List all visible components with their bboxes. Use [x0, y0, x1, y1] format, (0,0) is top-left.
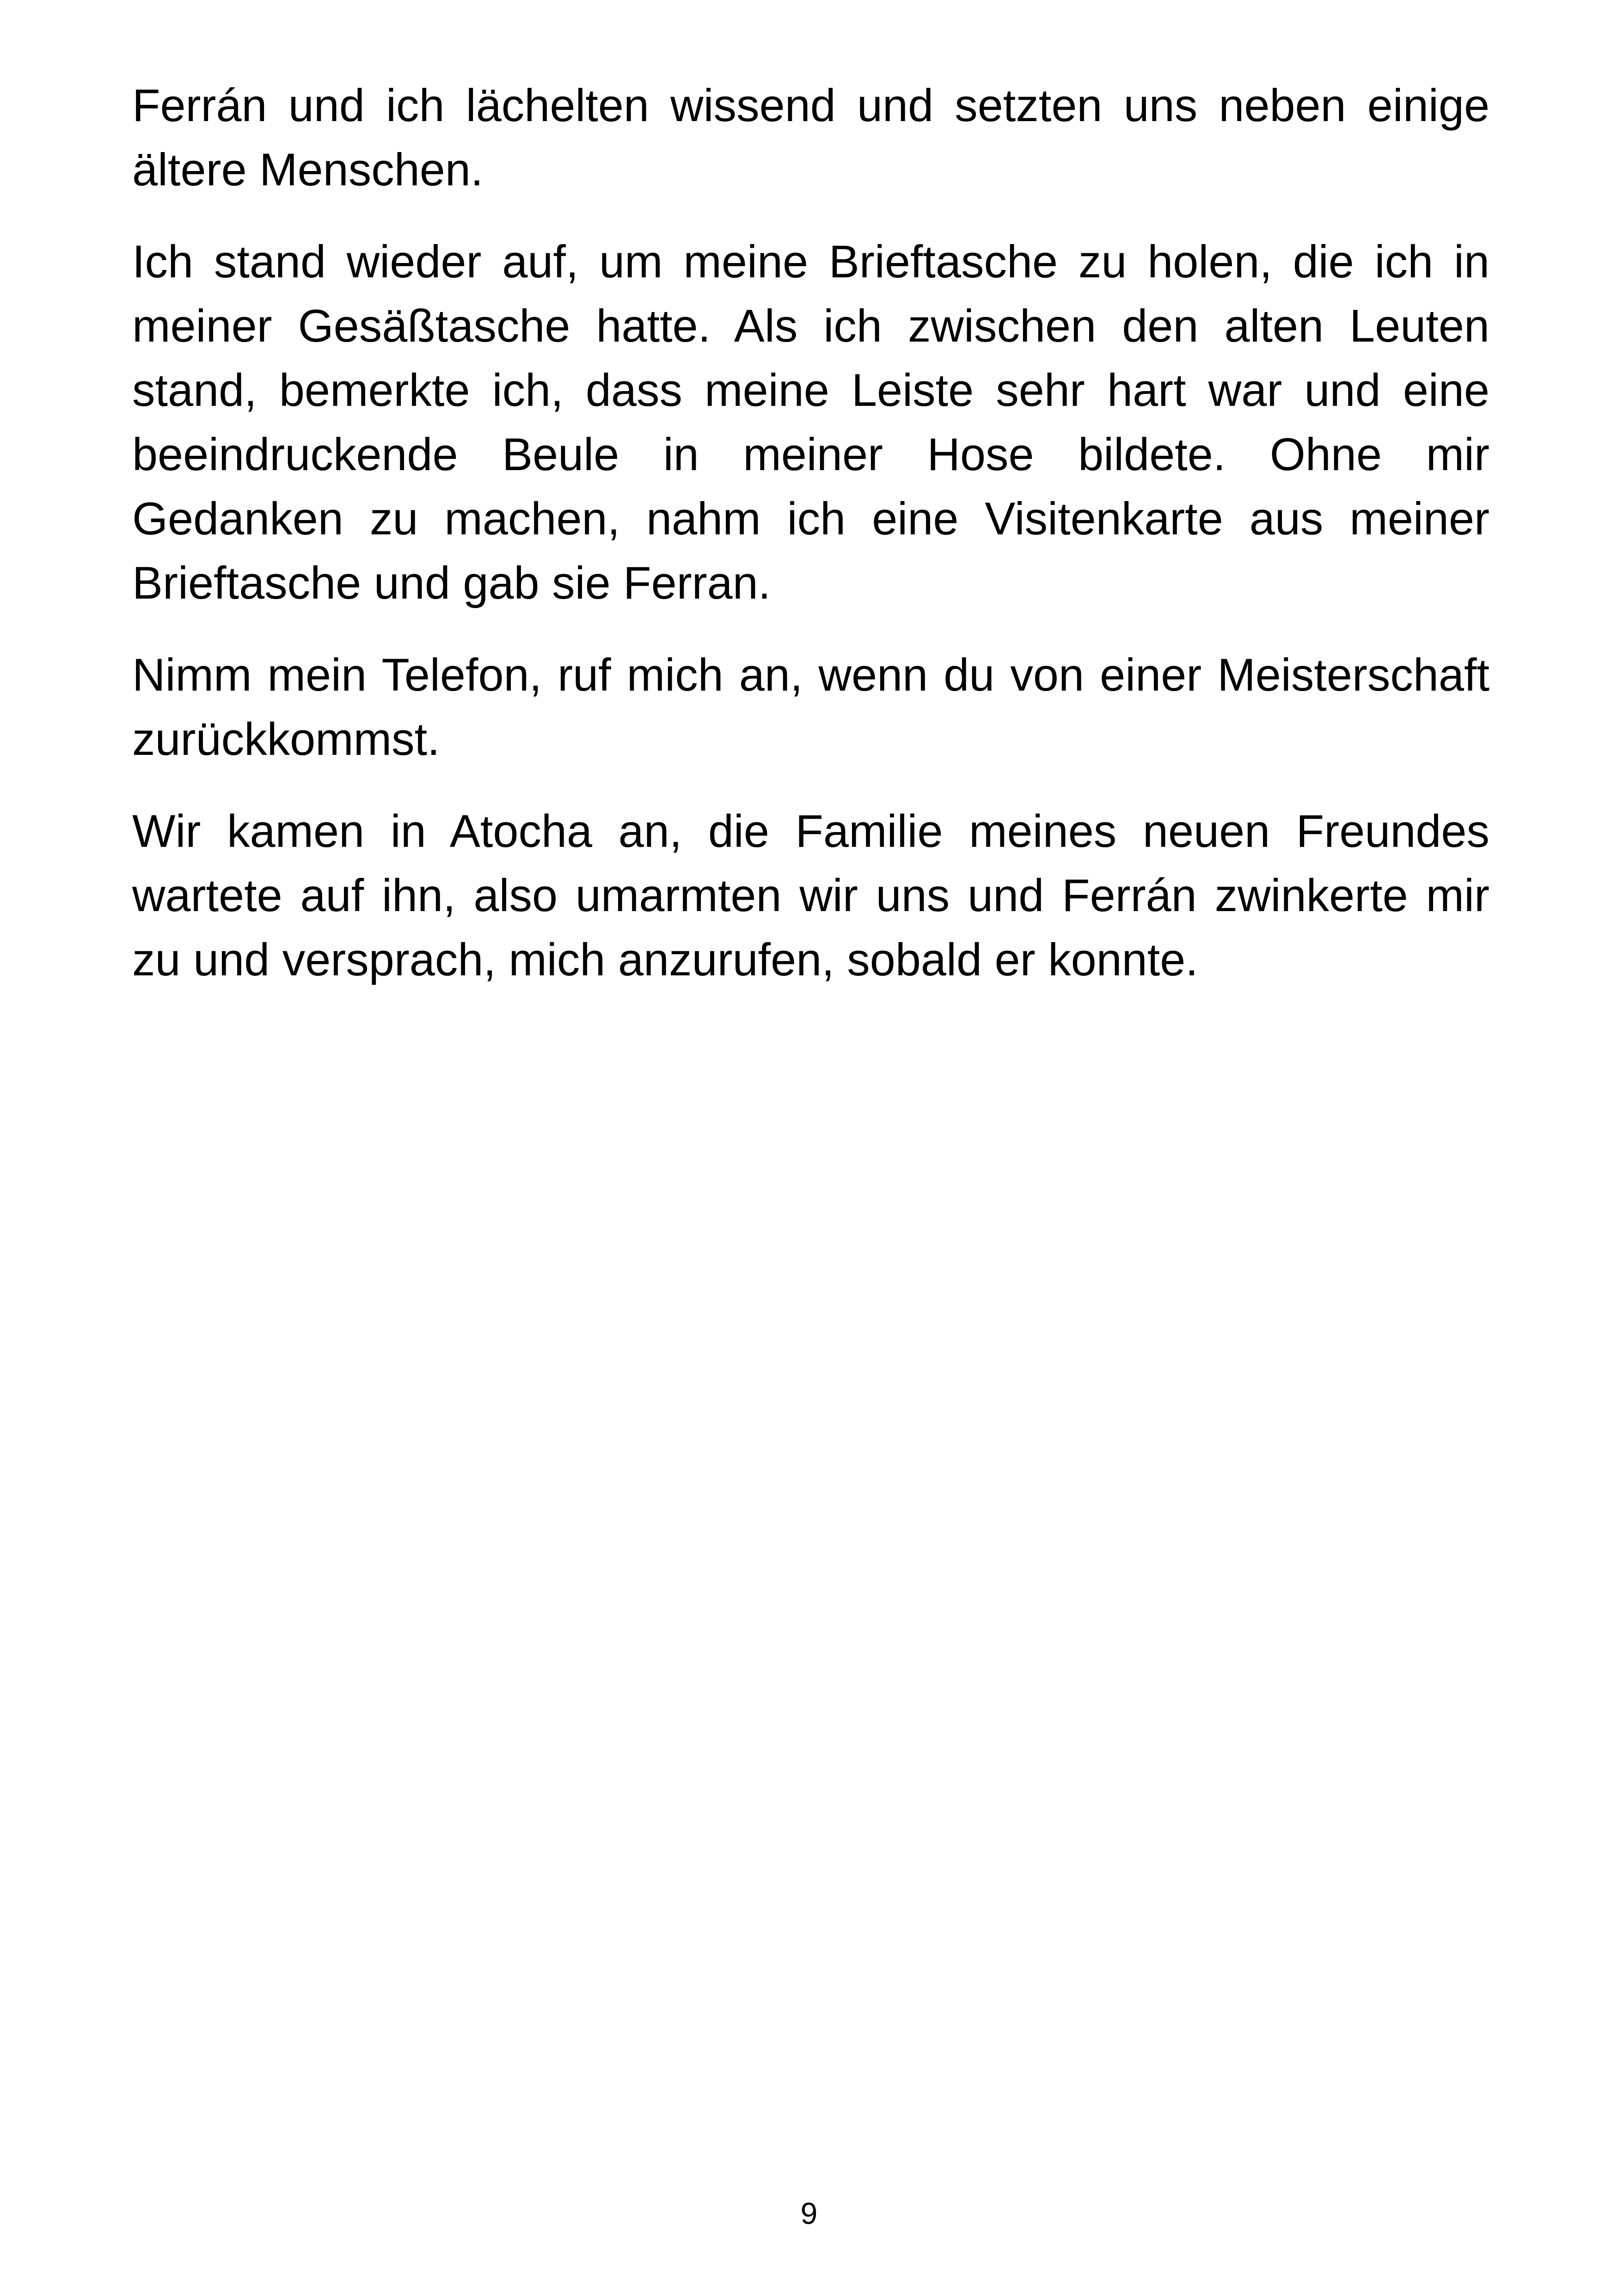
body-text	[132, 73, 1489, 1019]
page-number: 9	[800, 2196, 818, 2230]
paragraph: Ich stand wieder auf, um meine Brieftasche zu holen, die ich in meiner Gesäßtasche hatte. Als ich zwischen den alten Leuten stand, bemerkte ich, dass meine Leiste sehr hart war und eine beeindruckende Beule in meiner Hose bildete. Ohne mir Gedanken zu machen, nahm ich eine Visitenkarte aus meiner Brieftasche und gab sie Ferran.	[132, 236, 1489, 608]
paragraph: Ferrán und ich lächelten wissend und setzten uns neben einige ältere Menschen.	[132, 80, 1489, 195]
paragraph: Wir kamen in Atocha an, die Familie meines neuen Freundes wartete auf ihn, also umarmten wir uns und Ferrán zwinkerte mir zu und versprach, mich anzurufen, sobald er konnte.	[132, 805, 1489, 985]
paragraph: Nimm mein Telefon, ruf mich an, wenn du von einer Meisterschaft zurückkommst.	[132, 649, 1489, 765]
